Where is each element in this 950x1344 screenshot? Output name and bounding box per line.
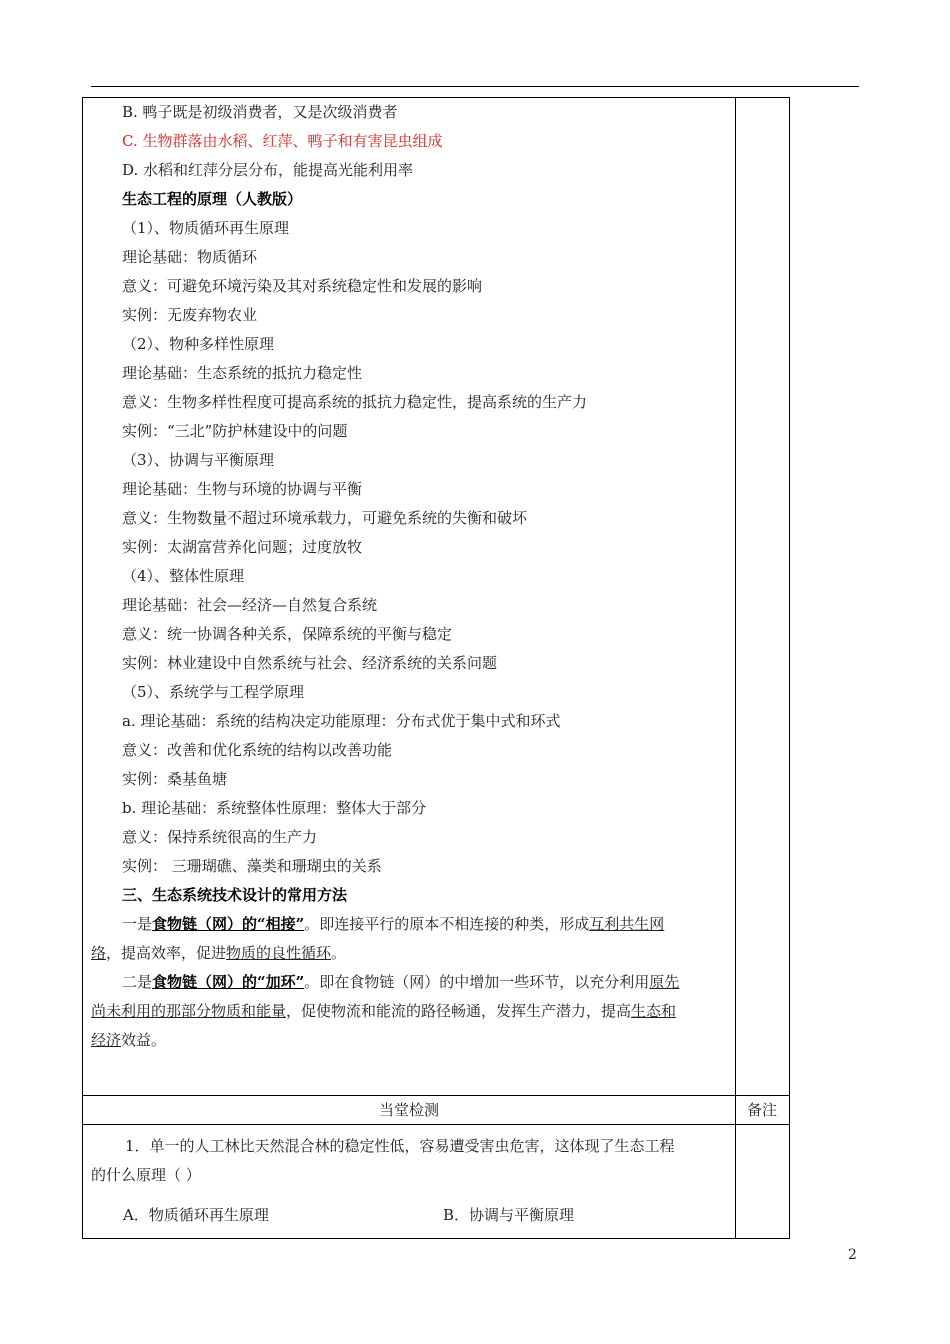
principle-4-title: （4）、整体性原理 xyxy=(122,567,245,585)
principle-5-title: （5）、系统学与工程学原理 xyxy=(122,683,305,701)
principle-5a-example: 实例：桑基鱼塘 xyxy=(122,770,228,788)
method-2-text-2: ，促使物流和能流的路径畅通，发挥生产潜力，提高 xyxy=(286,1002,632,1020)
question-1 xyxy=(91,1132,731,1190)
option-b: B. 鸭子既是初级消费者，又是次级消费者 xyxy=(122,103,398,121)
principle-3-meaning: 意义：生物数量不超过环境承载力，可避免系统的失衡和破坏 xyxy=(122,509,528,527)
principle-4-meaning: 意义：统一协调各种关系，保障系统的平衡与稳定 xyxy=(122,625,453,643)
method-1-lead: 一是 xyxy=(122,915,153,933)
row-divider-2 xyxy=(83,1124,789,1125)
option-a: A．物质循环再生原理 xyxy=(123,1206,269,1224)
method-2-underline-1b: 尚未利用的那部分物质和能量 xyxy=(91,1002,287,1020)
principle-3-example: 实例：太湖富营养化问题；过度放牧 xyxy=(122,538,363,556)
method-1-text-2: ，提高效率，促进 xyxy=(106,944,227,962)
principle-2-title: （2）、物种多样性原理 xyxy=(122,335,275,353)
option-b-check: B．协调与平衡原理 xyxy=(443,1206,575,1224)
method-2-underline-2b: 经济 xyxy=(91,1031,122,1049)
section-title: 生态工程的原理（人教版） xyxy=(122,190,303,208)
principle-4-basis: 理论基础：社会—经济—自然复合系统 xyxy=(122,596,378,614)
page-number: 2 xyxy=(848,1247,857,1263)
method-1-bold: 食物链（网）的“相接” xyxy=(152,915,305,933)
principle-1-title: （1）、物质循环再生原理 xyxy=(122,219,290,237)
notes-header: 备注 xyxy=(746,1101,777,1119)
principle-1-meaning: 意义：可避免环境污染及其对系统稳定性和发展的影响 xyxy=(122,277,483,295)
method-1-text-1: 。即连接平行的原本不相连接的种类，形成 xyxy=(304,915,590,933)
principle-3-basis: 理论基础：生物与环境的协调与平衡 xyxy=(122,480,363,498)
principle-5b-basis: b. 理论基础：系统整体性原理：整体大于部分 xyxy=(122,799,427,817)
principle-2-meaning: 意义：生物多样性程度可提高系统的抵抗力稳定性，提高系统的生产力 xyxy=(122,393,588,411)
method-2-bold: 食物链（网）的“加环” xyxy=(152,973,305,991)
principle-5a-meaning: 意义：改善和优化系统的结构以改善功能 xyxy=(122,741,393,759)
principle-2-basis: 理论基础：生态系统的抵抗力稳定性 xyxy=(122,364,363,382)
section-3-title: 三、生态系统技术设计的常用方法 xyxy=(122,886,348,904)
method-1-underline-2: 物质的良性循环 xyxy=(226,944,332,962)
check-section-title: 当堂检测 xyxy=(378,1101,439,1119)
option-d: D. 水稻和红萍分层分布，能提高光能利用率 xyxy=(122,161,414,179)
method-2-underline-2a: 生态和 xyxy=(631,1002,677,1020)
method-2-text-1: 。即在食物链（网）的中增加一些环节，以充分利用 xyxy=(304,973,650,991)
main-content xyxy=(91,98,729,1055)
principle-5b-meaning: 意义：保持系统很高的生产力 xyxy=(122,828,318,846)
header-rule xyxy=(91,86,859,87)
principle-2-example: 实例：“三北”防护林建设中的问题 xyxy=(122,422,348,440)
question-1-line-1: 1．单一的人工林比天然混合林的稳定性低，容易遭受害虫危害，这体现了生态工程 xyxy=(125,1137,675,1155)
method-1-paragraph xyxy=(91,910,729,968)
principle-1-basis: 理论基础：物质循环 xyxy=(122,248,258,266)
method-1-text-3: 。 xyxy=(331,944,347,962)
content-table xyxy=(82,97,790,1239)
notes-column-divider xyxy=(735,98,736,1238)
method-2-underline-1a: 原先 xyxy=(649,973,680,991)
principle-4-example: 实例：林业建设中自然系统与社会、经济系统的关系问题 xyxy=(122,654,498,672)
option-c: C. 生物群落由水稻、红萍、鸭子和有害昆虫组成 xyxy=(122,132,443,150)
method-2-text-3: 效益。 xyxy=(121,1031,167,1049)
principle-3-title: （3）、协调与平衡原理 xyxy=(122,451,275,469)
principle-1-example: 实例：无废弃物农业 xyxy=(122,306,258,324)
method-2-lead: 二是 xyxy=(122,973,153,991)
principle-5b-example: 实例： 三珊瑚礁、藻类和珊瑚虫的关系 xyxy=(122,857,382,875)
method-1-underline-1a: 互利共生网 xyxy=(589,915,665,933)
method-1-underline-1b: 络 xyxy=(91,944,107,962)
question-1-line-2: 的什么原理（ ） xyxy=(91,1166,201,1184)
method-2-paragraph xyxy=(91,968,729,1055)
principle-5a-basis: a. 理论基础：系统的结构决定功能原理：分布式优于集中式和环式 xyxy=(122,712,561,730)
